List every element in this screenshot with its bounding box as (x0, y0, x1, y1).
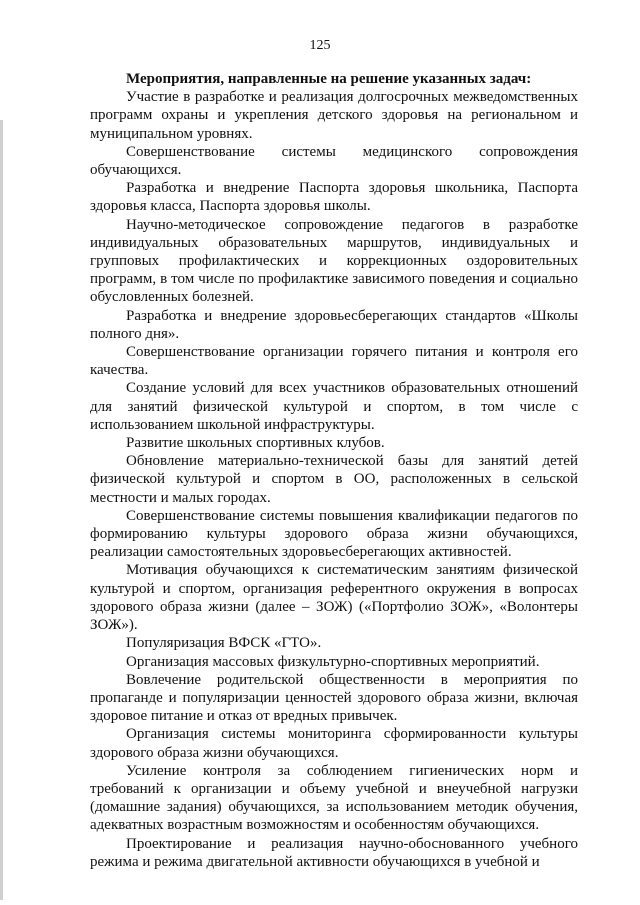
paragraph: Популяризация ВФСК «ГТО». (126, 635, 322, 652)
paragraph: Участие в разработке и реализация долгосрочных межведомственных программ охраны и укрепления детского здоровья на региональном и муниципальном уровнях. (90, 89, 578, 142)
paragraph: Обновление материально-технической базы для занятий детей физической культурой и спортом в ОО, расположенных в сельской местности и малых городах. (90, 453, 578, 506)
section-heading: Мероприятия, направленные на решение указанных задач: (126, 71, 532, 87)
paragraph: Совершенствование системы медицинского сопровождения обучающихся. (90, 143, 578, 179)
paragraph: Проектирование и реализация научно-обоснованного учебного режима и режима двигательной активности обучающихся в учебной и (90, 835, 578, 870)
page-body (90, 70, 578, 871)
paragraph: Разработка и внедрение Паспорта здоровья школьника, Паспорта здоровья класса, Паспорта здоровья школы. (90, 180, 578, 215)
paragraph: Разработка и внедрение здоровьесберегающих стандартов «Школы полного дня». (90, 307, 578, 342)
paragraph: Развитие школьных спортивных клубов. (126, 435, 385, 452)
page-number: 125 (309, 38, 331, 53)
scan-edge-shadow (0, 120, 3, 900)
paragraph: Вовлечение родительской общественности в мероприятия по пропаганде и популяризации ценностей здорового образа жизни, включая здоровое питание и отказ от вредных привычек. (90, 671, 578, 725)
paragraph: Организация массовых физкультурно-спортивных мероприятий. (126, 653, 540, 670)
paragraph: Организация системы мониторинга сформированности культуры здорового образа жизни обучающихся. (90, 726, 578, 761)
paragraph: Научно-методическое сопровождение педагогов в разработке индивидуальных образовательных маршрутов, индивидуальных и групповых профилактических и коррекционных оздоровительных программ, в том числе по профилактике зависимого поведения и социально обусловленных болезней. (90, 216, 578, 306)
paragraph: Усиление контроля за соблюдением гигиенических норм и требований к организации и объему учебной и внеучебной нагрузки (домашние задания) обучающихся, за использованием методик обучения, адекватных возрастным возможностям и особенностям обучающихся. (90, 762, 578, 834)
paragraph: Мотивация обучающихся к систематическим занятиям физической культурой и спортом, организация референтного окружения в вопросах здорового образа жизни (далее – ЗОЖ) («Портфолио ЗОЖ», «Волонтеры ЗОЖ»). (90, 562, 578, 634)
paragraph: Совершенствование системы повышения квалификации педагогов по формированию культуры здорового образа жизни обучающихся, реализации самостоятельных здоровьесберегающих активностей. (90, 507, 578, 561)
paragraph: Совершенствование организации горячего питания и контроля его качества. (90, 344, 578, 379)
paragraph: Создание условий для всех участников образовательных отношений для занятий физической культурой и спортом, в том числе с использованием школьной инфраструктуры. (90, 380, 578, 433)
